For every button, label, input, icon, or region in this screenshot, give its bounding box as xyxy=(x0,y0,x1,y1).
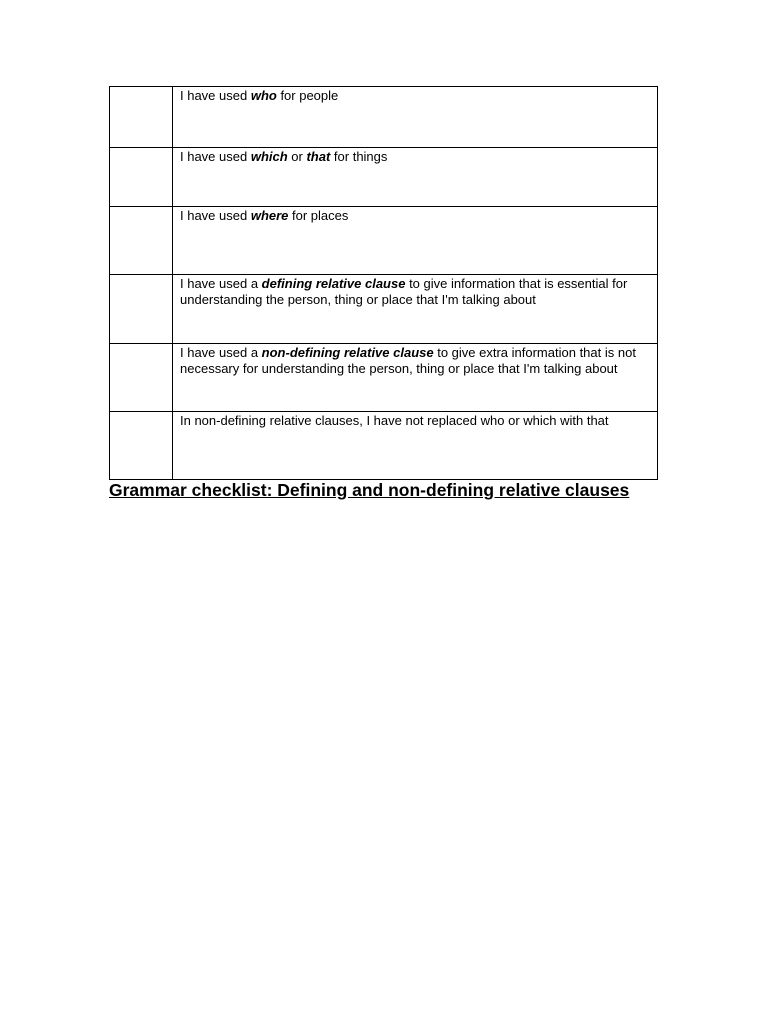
checklist-row xyxy=(110,412,658,480)
checklist-table xyxy=(109,86,658,480)
text-part: I have used xyxy=(180,208,251,223)
criterion-text xyxy=(173,87,658,148)
checkbox-cell[interactable] xyxy=(110,344,173,412)
criterion-text xyxy=(173,275,658,344)
criterion-text xyxy=(173,148,658,207)
criterion-text xyxy=(173,412,658,480)
text-part: I have used xyxy=(180,88,251,103)
checkbox-cell[interactable] xyxy=(110,275,173,344)
checkbox-cell[interactable] xyxy=(110,148,173,207)
checklist-row xyxy=(110,207,658,275)
checkbox-cell[interactable] xyxy=(110,207,173,275)
checklist-row xyxy=(110,148,658,207)
text-part: for things xyxy=(330,149,388,164)
keyword: which xyxy=(250,149,288,164)
text-part: I have used a xyxy=(180,276,262,291)
checkbox-cell[interactable] xyxy=(110,87,173,148)
criterion-text xyxy=(173,344,658,412)
keyword: non-defining relative clause xyxy=(261,345,434,360)
keyword: who xyxy=(250,88,277,103)
keyword: that xyxy=(306,149,331,164)
text-part: to give information that is essential for understanding the person, thing or place that I'm talking about xyxy=(180,276,628,307)
keyword: defining relative clause xyxy=(261,276,406,291)
page-title: Grammar checklist: Defining and non-defining relative clauses xyxy=(109,480,630,500)
checklist-row xyxy=(110,344,658,412)
criterion-text xyxy=(173,207,658,275)
checklist-row xyxy=(110,275,658,344)
text-part: or xyxy=(287,149,307,164)
text-part: for places xyxy=(288,208,349,223)
text-part: to give extra information that is not necessary for understanding the person, thing or place that I'm talking about xyxy=(180,345,636,376)
keyword: where xyxy=(250,208,289,223)
text-part: for people xyxy=(276,88,339,103)
text-part: I have used a xyxy=(180,345,262,360)
checkbox-cell[interactable] xyxy=(110,412,173,480)
checklist-row xyxy=(110,87,658,148)
text-part: I have used xyxy=(180,149,251,164)
text-part: In non-defining relative clauses, I have not replaced who or which with that xyxy=(180,413,609,428)
